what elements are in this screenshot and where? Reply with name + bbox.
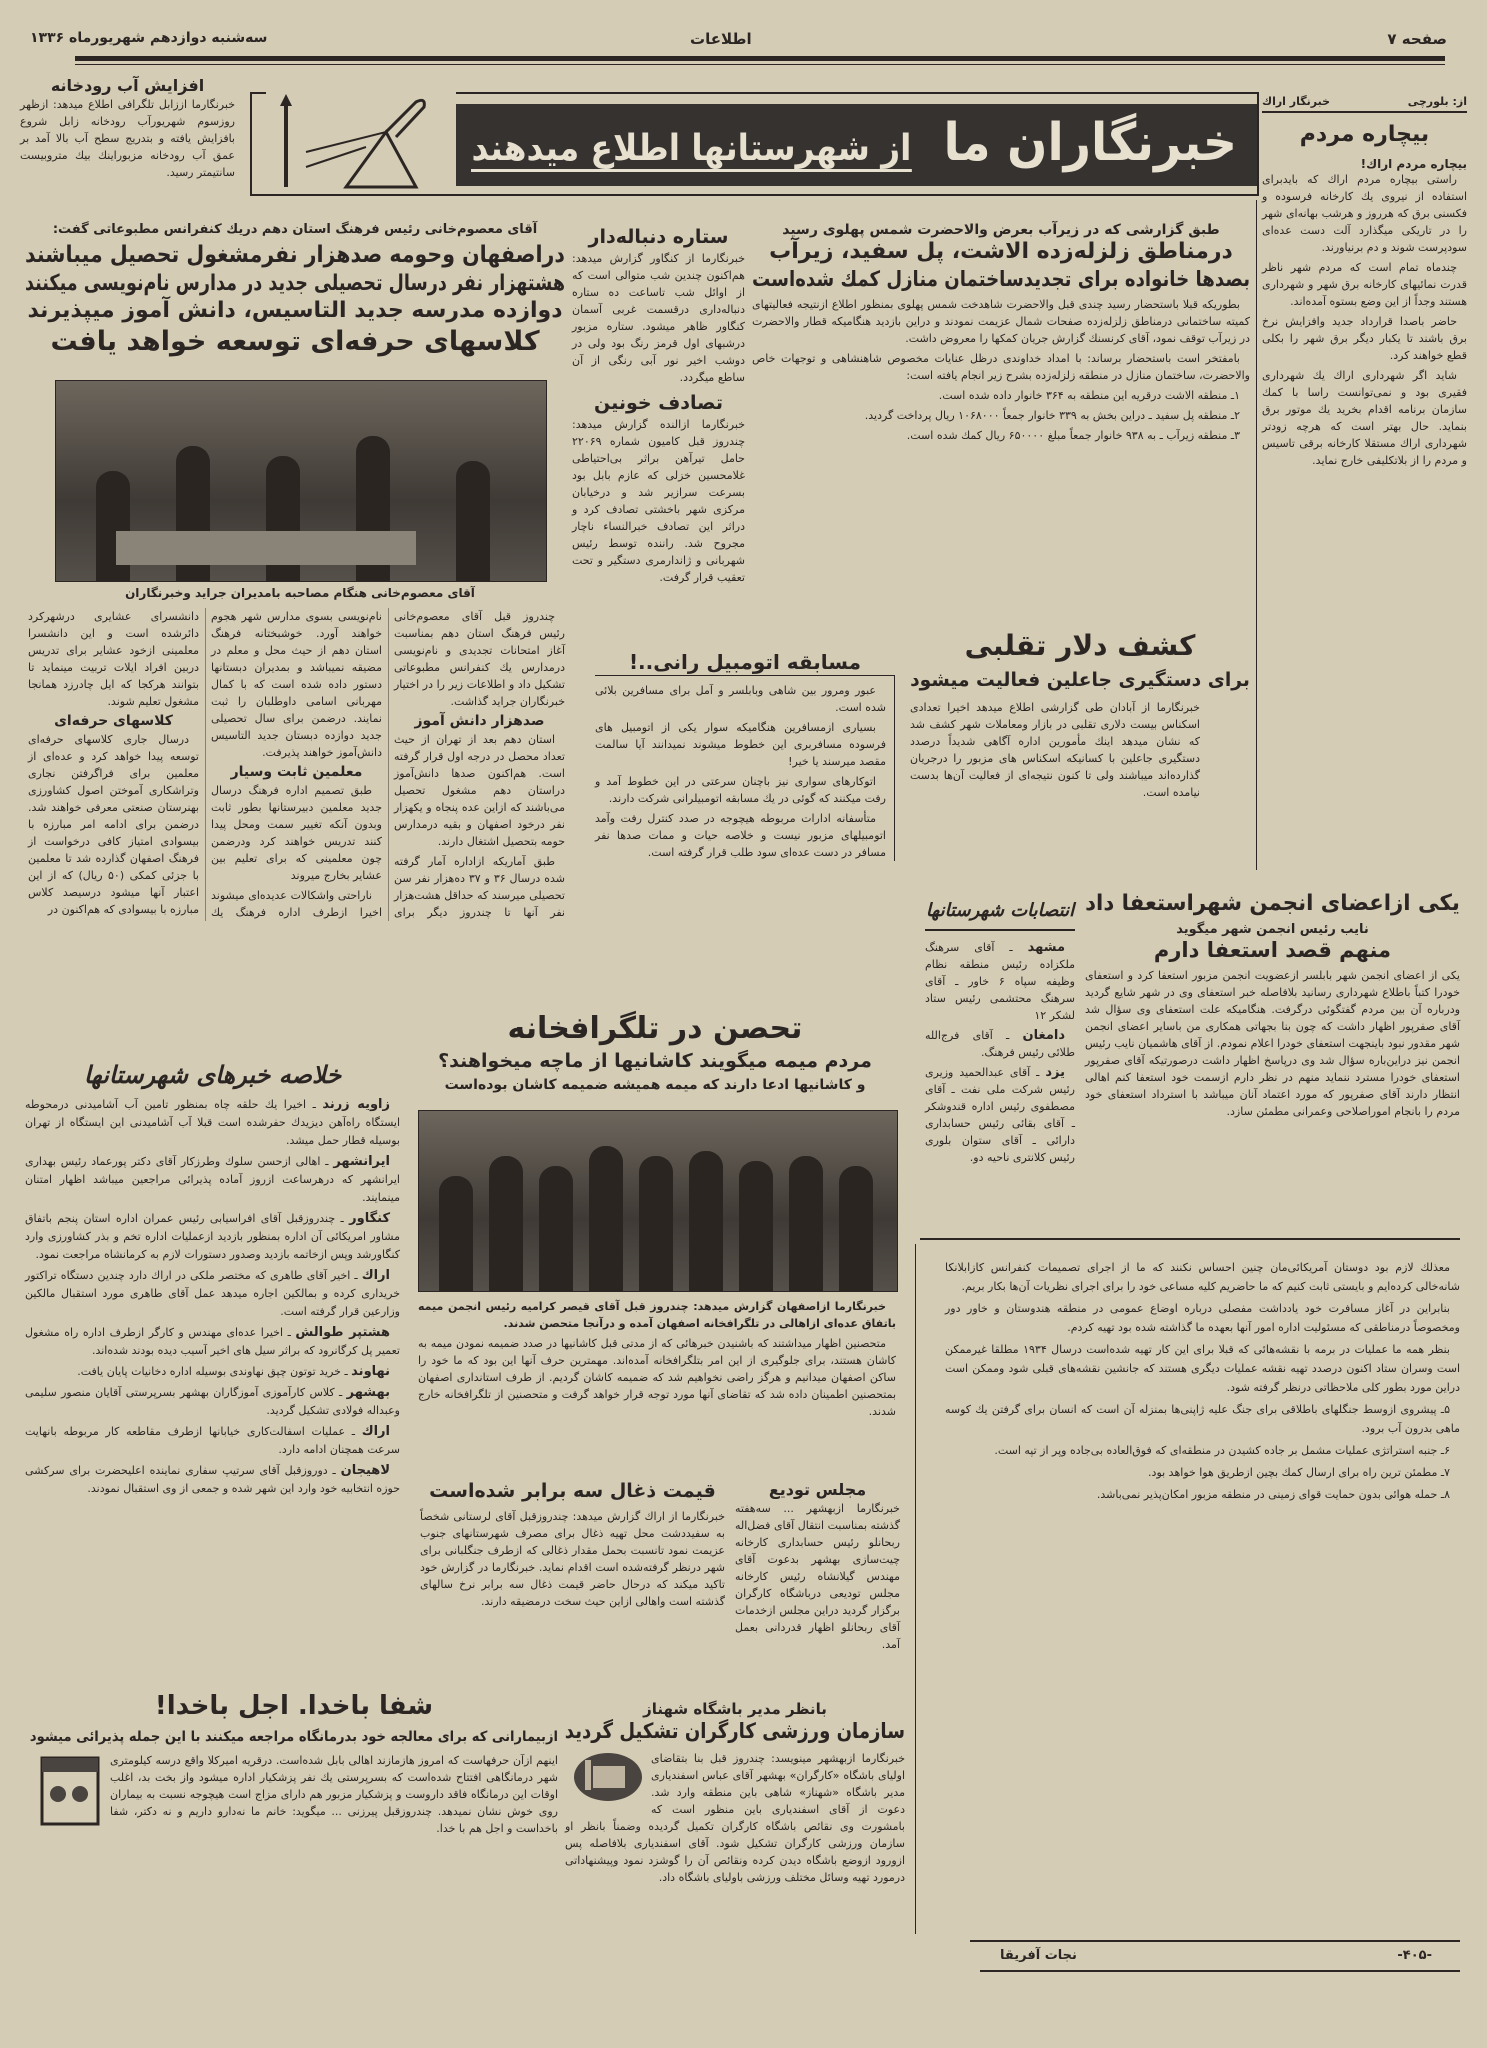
paragraph: ۲ـ منطقه پل سفید ـ دراین بخش به ۳۳۹ خانوار جمعاً ۱۰۶۸۰۰۰ ریال پرداخت گردید. xyxy=(864,408,1240,422)
article-subtitle: برای دستگیری جاعلین فعالیت میشود xyxy=(910,669,1250,691)
telegraph-icon xyxy=(266,92,456,192)
masthead-page: صفحه ۷ xyxy=(1387,30,1447,48)
article-body: خبرنگارما از آبادان طی گزارشی اطلاع میدهد اخیرا تعدادی اسکناس بیست دلاری تقلبی در بازار ومعاملات شهر کشف شد که نشان میدهد اینك مأمورین اداره آگاهی شدیداً درصدد دستگیری جاعلین با کسانیکه اسکناس های مزبور را درجریان گذارده‌اند میباشند ولی تا کنون نتیجه‌ای از فعالیت آن‌ها بدست نیامده است. xyxy=(910,700,1200,799)
paragraph: بطوریکه قبلا باستحضار رسید چندی قبل والاحضرت شاهدخت شمس پهلوی بمنظور اطلاع ازنتیجه فعالیتهای کمیته ساختمانی درمناطق زلزله‌زده صفحات شمال عزیمت نمودند و دراین بازدید هنگامیکه قطار والاحضرت در زیرآب توقف نمود، آقای کرنسنك گزارش جریان کمکها را معروض داشت. xyxy=(752,297,1250,345)
city-name: لاهیجان xyxy=(340,1463,391,1478)
article-body: اینهم ازآن حرفهاست که امروز هازمازند اهالی بابل شده‌است. درقریه امیرکلا واقع درسه کیلومتری شهر درمانگاهی افتتاح شده‌است که بسرپرستی یك نفر پزشکیار اداره میشود واز بخت بد، اغلب اوقات این درمانگاه فاقد داروست و پزشکیار مزبور هم دارای مزاج است هیچوجه نسبت به بیماران روی خوش نشان نمیدهد. چندروزقبل پیرزنی ... میگوید: خانم ما نه‌دارو داریم و نه دکتر، شفا باخداست و اجل هم با خدا. xyxy=(110,1754,558,1835)
article-comet xyxy=(572,226,745,586)
city-name: اراك xyxy=(361,1424,390,1439)
article-kicker: آقای معصوم‌خانی رئیس فرهنگ استان دهم دریك کنفرانس مطبوعاتی گفت: xyxy=(52,222,538,237)
banner-subtitle: از شهرستانها اطلاع میدهند xyxy=(471,128,911,172)
column-paragraph: شاید اگر شهرداری اراك یك شهرداری فقیری بود و نمی‌توانست راسا با کمك سازمان برنامه اقدام بخرید یك موتور برق بنماید. حال بهتر است که هرچه زودتر شهرداری اراك مستقلا کارخانه برقی تاسیس و مردم را از بلاتکلیفی خارج نماید. xyxy=(1262,368,1467,467)
section-banner xyxy=(250,92,1259,196)
city-name: هشتپر طوالش xyxy=(295,1325,391,1340)
article-council-resignation xyxy=(1085,890,1460,1120)
article-title: یکی ازاعضای انجمن شهراستعفا داد xyxy=(1085,891,1460,916)
column-divider xyxy=(915,1244,916,1934)
article-title: شفا باخدا. اجل باخدا! xyxy=(154,1691,434,1721)
clinic-illustration-icon xyxy=(40,1756,100,1826)
appointment-text: ـ آقای فرج‌الله طلائی رئیس فرهنگ. xyxy=(925,1028,1075,1059)
paragraph: بنظر همه ما عملیات در برمه با نقشه‌هائی که قبلا برای این کار تهیه شده‌است درسال ۱۹۳۴ مطلقا غیرممکن است وسران ستاد اکنون درصدد تهیه نقشه عملیات دیگری هستند که جانشین نقشه‌های قبلی شود وممکن است دراین مورد بطور کلی ملاحظاتی درنظر گرفته شود. xyxy=(945,1343,1460,1394)
paragraph: ۳ـ منطقه زیرآب ـ به ۹۳۸ خانوار جمعاً مبلغ ۶۵۰۰۰۰ ریال کمك شده است. xyxy=(906,428,1240,442)
city-name: دامغان xyxy=(1022,1027,1066,1043)
headline: درمناطق زلزله‌زده الاشت، پل سفید، زیرآب xyxy=(769,239,1233,264)
masthead-date: سه‌شنبه دوازدهم شهریورماه ۱۳۳۶ xyxy=(30,30,268,46)
subhead: صدهزار دانش آموز xyxy=(414,713,545,729)
column-poor-people xyxy=(1262,95,1467,472)
column-paragraph: راستی بیچاره مردم اراك که بایدبرای استفاده از نیروی یك کارخانه فرسوده و فکسنی برق که هرروز و هرشب بهانه‌ای شهر را در تاریکی میگذارد آلت دست عده‌ای سودپرست شوند و دم برنیاورند. xyxy=(1262,172,1467,254)
article-title: قیمت ذغال سه برابر شده‌است xyxy=(429,1480,716,1502)
city-name: یزد xyxy=(1045,1064,1065,1080)
article-body-accident: خبرنگارما ازالنده گزارش میدهد: چندروز قبل کامیون شماره ۲۲۰۶۹ حامل تیرآهن براثر بی‌احتیاطی غلامحسین خزلی که عازم بابل بود بسرعت سرازیر شد و درخیابان مرکزی شهر باخشتی تصادف کرد و دراثر این تصادف خبرالنساء ناچار مجروح شد. راننده توسط رئیس شهربانی و ژاندارمری دستگیر و تحت تعقیب قرار گرفت. xyxy=(572,417,745,584)
masthead-paper-name: اطلاعات xyxy=(690,30,752,48)
paragraph: ناراحتی واشکالات عدیده‌ای میشوند اخیرا ازطرف اداره فرهنگ یك دانشسرای عشایری درشهرکرد دائرشده است و این دانشسرا معلمینی ازخود عشایر برای تدریس دربین افراد ایلات تربیت مینماید تا بتوانند هرکجا که ایل چادرزد همانجا مشغول تعلیم شوند. xyxy=(28,610,382,919)
news-text: ـ اخیرا یك حلقه چاه بمنظور تامین آب آشامیدنی درمحوطه ایستگاه راه‌آهن دیزیدك حفرشده است قبلا آب آشامیدنی این ایستگاه از تهران بوسیله قطار حمل میشد. xyxy=(25,1098,400,1147)
banner-text-line xyxy=(471,110,1237,188)
photo-caption-box xyxy=(55,586,545,600)
paragraph: طبق تصمیم اداره فرهنگ درسال جدید معلمین دبیرستانها بطور ثابت وبدون آنکه تغییر سمت ومحل پیدا کنند تدریس خواهند کرد ودرضمن چون معلمینی که برای تعلیم بین عشایر بخارج میروند xyxy=(211,783,382,882)
article-river-rise xyxy=(20,76,235,181)
city-name: ایرانشهر xyxy=(333,1154,390,1169)
news-text: ـ دوروزقبل آقای سرتیپ سفاری نماینده اعلیحضرت برای سرکشی حوزه انتخابیه خود وارد این شهر شده و جمعی از وی استقبال نمودند. xyxy=(25,1464,400,1495)
photo-caption: آقای معصوم‌خانی هنگام مصاحبه بامدیران جراید وخبرنگاران xyxy=(125,586,475,600)
column-author: از: بلورچی xyxy=(1407,95,1467,108)
article-car-race xyxy=(595,650,895,864)
article-coal-price xyxy=(420,1480,725,1610)
masthead-rule xyxy=(75,56,1445,61)
column-title: بیچاره مردم xyxy=(1299,122,1430,147)
article-appointments xyxy=(925,900,1075,1169)
article-body: خبرنگارما از اراك گزارش میدهد: چندروزقبل آقای لرستانی شخصاً به سفیددشت محل تهیه ذغال برای مصرف شهرستانهای جنوب عزیمت نمود تانسبت بحمل مقدار ذغالی که ازطرف جنگلبانی برای شهر درنظر گرفته‌شده است اقدام نماید. خبرنگارما در گزارش خود تاکید میکند که درحال حاضر قیمت ذغال سه برابر نرخ سالهای گذشته است واهالی ازاین حیث سخت درمضیقه دارند. xyxy=(420,1509,725,1608)
headline: بصدها خانواده برای تجدیدساختمان منازل کمك شده‌است xyxy=(751,266,1250,291)
paragraph: معذلك لازم بود دوستان آمریکائی‌مان چنین احساس نکنند که ما از اجرای تصمیمات کنفرانس کازابلانکا شانه‌خالی کرده‌ایم و بایستی ثابت کنیم که ما حاضریم کلیه مساعی خود را برای اجرای نظریات آن‌ها بکار بریم. xyxy=(945,1261,1460,1293)
club-building-icon xyxy=(573,1752,643,1802)
section-title: خلاصه خبرهای شهرستانها xyxy=(83,1061,342,1089)
article-body: خبرنگارما از کنگاور گزارش میدهد: هم‌اکنون چندین شب متوالی است که از اوائل شب تاساعت ده ستاره دنباله‌داری درقسمت غربی آسمان کنگاور ظاهر میشود. ستاره مزبور درشبهای اول قرمز رنگ بود ولی در دوشب اخیر نور آبی رنگی از آن ساطع میگردد. xyxy=(572,251,745,384)
article-subtitle: ازبیمارانی که برای معالجه خود بدرمانگاه مراجعه میکنند با این جمله پذیرائی میشود xyxy=(29,1728,559,1745)
article-title: تحصن در تلگرافخانه xyxy=(507,1011,803,1046)
article-war-memoir xyxy=(945,1258,1460,1507)
article-counterfeit-dollar xyxy=(910,628,1250,801)
photo-press-conference xyxy=(55,380,547,582)
article-title: مجلس تودیع xyxy=(768,1480,867,1499)
paragraph: اتوکارهای سواری نیز باچنان سرعتی در این خطوط آمد و رفت میکنند که گوئی در یك مسابقه اتومبیلرانی شرکت دارند. xyxy=(595,775,886,805)
column-paragraph: چندماه تمام است که مردم شهر ناظر قدرت نمائیهای کارخانه برق شهر و شهرداری هستند وجداً از این وضع بستوه آمده‌اند. xyxy=(1262,260,1467,308)
article-subtitle: مردم میمه میگویند کاشانیها از ماچه میخواهند؟ xyxy=(438,1049,872,1072)
banner-title: خبرنگاران ما xyxy=(943,113,1237,173)
article-title-accident: تصادف خونین xyxy=(593,391,724,414)
photo-sit-in-group xyxy=(418,1110,898,1292)
paragraph: ۶ـ جنبه استراتژی عملیات مشمل بر جاده کشیدن در منطقه‌ای که فوق‌العاده بی‌جاده وپر از تپه است. xyxy=(994,1444,1450,1457)
column-label: خبرنگار اراك xyxy=(1262,95,1331,108)
article-title: ستاره دنباله‌دار xyxy=(588,226,729,248)
subhead: کلاسهای حرفه‌ای xyxy=(54,713,173,729)
footer-rule xyxy=(970,1940,1460,1942)
paragraph: چندروز قبل آقای معصوم‌خانی رئیس فرهنگ استان دهم بمناسبت آغاز امتحانات تجدیدی و نام‌نویسی درمدارس یك کنفرانس مطبوعاتی تشکیل داد و اطلاعات زیر را در اختیار خبرنگاران جراید گذاشت. xyxy=(394,610,565,708)
footer-serial-title: نجات آفریقا xyxy=(1000,1948,1077,1963)
headline: دوازده مدرسه جدید التاسیس، دانش آموز میپذیرند xyxy=(27,298,563,324)
column-lead: بیچاره مردم اراك! xyxy=(1360,156,1467,171)
article-title: مسابقه اتومبیل رانی..! xyxy=(628,650,862,674)
article-farewell xyxy=(735,1480,900,1653)
paragraph: عبور ومرور بین شاهی وبابلسر و آمل برای مسافرین بلائی شده است. xyxy=(595,684,886,714)
masthead-rule-thin xyxy=(75,64,1445,65)
paragraph: بسیاری ازمسافرین هنگامیکه سوار یکی از اتومبیل های فرسوده مسافربری این خطوط میشوند نمیدانند آیا سالمت مقصد میرسند یا خیر! xyxy=(595,721,886,768)
paragraph: بنابراین در آغاز مسافرت خود یادداشت مفصلی درباره اوضاع عمومی در منطقه هندوستان و خاور دور ومخصوصاً درمناطقی که مسئولیت اداره امور آنها بعهده ما گذاشته شده بود تهیه کردم. xyxy=(945,1302,1460,1334)
news-text: ـ خرید توتون چپق نهاوندی بوسیله اداره دخانیات پایان یافت. xyxy=(77,1365,348,1378)
city-name: زاویه زرند xyxy=(322,1097,390,1112)
paragraph: ۱ـ منطقه الاشت درقریه این منطقه به ۳۶۴ خانوار داده شده است. xyxy=(938,388,1240,402)
city-name: مشهد xyxy=(1027,939,1066,955)
paragraph: متحصنین اظهار میداشتند که باشنیدن خبرهائی که از مدتی قبل کاشانیها در صدد ضمیمه نمودن میمه به کاشان هستند، برای جلوگیری از این امر بتلگرافخانه آمده‌اند. مهمترین حرف آنها این بود که ما خود را ساکن اصفهان میدانیم و هرگز راضی نخواهیم شد که ضمیمه کاشان گردیم. از طرف استانداری اصفهان بمتحصنین اطمینان داده شد که تقاضای آنها مورد توجه قرار خواهد گرفت و متحصنین از تلگرافخانه خارج شدند. xyxy=(418,1337,896,1418)
paragraph: ۸ـ حمله هوائی بدون حمایت قوای زمینی در منطقه مزبور امکان‌پذیر نمی‌باشد. xyxy=(1096,1488,1450,1501)
subhead: معلمین ثابت وسیار xyxy=(230,764,363,780)
section-divider xyxy=(920,1238,1460,1240)
article-body: خبرنگارما اززابل تلگرافی اطلاع میدهد: ازظهر روزسوم شهریورآب رودخانه زابل شروع بافزایش یافته و بتدریج سطح آب بالا آمد بر عمق آب رودخانه مزبوراینك بیك متروبیست سانتیمتر رسید. xyxy=(20,98,235,179)
column-paragraph: حاضر باصدا قرارداد جدید وافزایش نرخ برق باشند تا یکبار دیگر برق شهر را بکلی قطع خواهند کرد. xyxy=(1262,314,1467,362)
photo-caption: خبرنگارما ازاصفهان گزارش میدهد: چندروز قبل آقای قیصر کرامیه رئیس انجمن میمه باتفاق عده‌ای ازاهالی در تلگرافخانه اصفهان آمده و درآنجا متحصن شدند. xyxy=(418,1300,896,1330)
article-body: یکی از اعضای انجمن شهر بابلسر ازعضویت انجمن مزبور استعفا کرد و استعفای خودرا کتباً باطلاع شهرداری رسانید بلافاصله خبر استعفای وی در شهر شایع گردید ودرباره آن بین مردم گفتگوئی درگرفت. هنگامیکه علت استعفای وی سؤال شد آقای صفرپور اظهار داشت که چون بنا بجهاتی همکاری من باسایر اعضای انجمن شهر مقدور نبود باینجهت استعفای خودرا اعلام نمودم. از آقای هاشمیان نایب رئیس انجمن نیز دراین‌باره سؤال شد وی درپاسخ اظهار داشت درصورتیکه آقای صفرپور استعفای خودرا مسترد ننماید منهم در نظر دارم ازسمت خود استعفا کنم اهالی انتظار دارند آقای صفرپور که مورد اعتماد آنان میباشد با استرداد استعفای خود مردم را بانجام اموراصلاحی وعمرانی مطمئن سازد. xyxy=(1085,968,1460,1118)
footer-rule xyxy=(980,1970,1460,1972)
article-kicker: و کاشانیها ادعا دارند که میمه همیشه ضمیمه کاشان بوده‌است xyxy=(444,1077,866,1094)
appointment-text: ـ آقای سرهنگ ملکزاده رئیس منطقه نظام وظیفه سپاه ۶ خاور ـ آقای سرهنگ محتشمی رئیس ستاد لشکر ۱۲ xyxy=(925,940,1075,1022)
education-body-columns xyxy=(28,608,565,921)
paragraph: درسال جاری کلاسهای حرفه‌ای توسعه پیدا خواهد کرد و عده‌ای از معلمین برای فراگرفتن نجاری وتراشکاری آموختن اصول کشاورزی بهنرستان صنعتی معرفی خواهند شد. درضمن برای ادامه امر مبارزه با بیسوادی امتیاز کافی درخواست از فرهنگ اصفهان گذارده شد تا معلمین با جزئی کمکی (۵۰ ریال) که از این اعتبار آنها میشود درسیصد کلاس مبارزه با بیسوادی که هم‌اکنون در xyxy=(28,732,199,916)
news-text: ـ چندروزقبل آقای افراسیابی رئیس عمران اداره استان پنجم باتفاق مشاور امریکائی آن اداره بمنظور بازدید ازعملیات اداره تخم و بذر کشاورزی وارد کنگاورشد وپس ازخاتمه بازدید وصدور دستورات لازم به کرمانشاه مراجعت نمود. xyxy=(25,1212,400,1261)
article-title: افزایش آب رودخانه xyxy=(50,76,205,95)
article-body xyxy=(418,1298,896,1423)
article-education xyxy=(25,222,565,359)
footer-page-number: -۴۰۵- xyxy=(1397,1948,1432,1963)
paragraph: متأسفانه ادارات مربوطه هیچوجه در صدد کنترل رفت وآمد اتومبیلهای مزبور نیست و خلاصه حیات و ممات صدها نفر مسافر در دست عده‌ای سود طلب قرار گرفته است. xyxy=(595,812,886,859)
article-sit-in xyxy=(410,1010,900,1093)
news-text: ـ اخیرا عده‌ای مهندس و کارگر ازطرف اداره راه مشغول تعمیر پل کرگانرود که براثر سیل های اخیر آسیب دیده بودند شده‌اند. xyxy=(25,1326,400,1357)
article-hospital xyxy=(30,1690,558,1837)
news-text: ـ اخیر آقای طاهری که مختصر ملکی در اراك دارد چندین دستگاه تراکتور خریداری کرده و بمالکین اجاره میدهد عمل آقای طاهری مورد استقبال مالکین وزارعین قرار گرفته است. xyxy=(25,1269,400,1318)
article-body: خبرنگارما ازبهشهر ... سه‌هفته گذشته بمناسبت انتقال آقای فضل‌اله ربحانلو رئیس حسابداری کارخانه چیت‌سازی بهشهر بدعوت آقای مهندس گیلانشاه رئیس کارخانه مجلس تودیعی درباشگاه کارگران برگزار گردید دراین مجلس ازخدمات آقای ربحانلو اظهار قدردانی بعمل آمد. xyxy=(735,1502,900,1651)
article-title: سازمان ورزشی کارگران تشکیل گردید xyxy=(564,1719,905,1743)
article-earthquake-aid xyxy=(752,222,1250,447)
article-city-news-summary xyxy=(25,1060,400,1501)
city-name: اراك xyxy=(361,1268,390,1283)
article-subtitle: منهم قصد استعفا دارم xyxy=(1153,937,1392,962)
article-sports-organization xyxy=(565,1700,905,1886)
city-name: کنگاور xyxy=(349,1211,390,1226)
headline: کلاسهای حرفه‌ای توسعه خواهد یافت xyxy=(50,325,540,357)
paragraph: ۷ـ مطمئن ترین راه برای ارسال کمك بچین ازطریق هوا خواهد بود. xyxy=(1148,1466,1450,1479)
headline: هشتهزار نفر درسال تحصیلی جدید در مدارس نام‌نویسی میکنند xyxy=(24,270,565,296)
article-kicker: طبق گزارشی که در زیرآب بعرض والاحضرت شمس پهلوی رسید xyxy=(782,222,1220,238)
headline: دراصفهان وحومه صدهزار نفرمشغول تحصیل میباشند xyxy=(25,242,565,268)
paragraph: بامفتخر است باستحضار برساند: با امداد خداوندی درظل عنایات مخصوص شاهنشاهی و توجهات خاص والاحضرت، ساختمان منازل در منطقه زلزله‌زده بشرح زیر انجام یافته است: xyxy=(752,351,1250,382)
news-text: ـ کلاس کارآموزی آموزگاران بهشهر بسرپرستی آقایان منصور سلیمی وعبداله فولادی تشکیل گردید. xyxy=(25,1386,400,1417)
city-name: بهشهر xyxy=(346,1385,391,1400)
paragraph: طبق آماریکه ازاداره آمار گرفته شده درسال ۳۶ و ۳۷ ده‌هزار نفر سن تحصیلی میرسند که حداقل هشت‌هزار نفر آنها تا چندروز دیگر برای نام‌نویسی بسوی مدارس شهر هجوم خواهند آورد. خوشبختانه فرهنگ استان دهم از حیث محل و معلم در مضیقه نمیباشد و بمدیران دبستانها دستور داده شده است که با کمال مهربانی اسامی داوطلبان را ثبت نمایند. درضمن برای سال تحصیلی جدید دوازده دبستان جدید التاسیس دانش‌آموز خواهند پذیرفت. xyxy=(211,610,565,919)
paragraph: استان دهم بعد از تهران از حیث تعداد محصل در درجه اول قرار گرفته است. هم‌اکنون صدها دانش‌آموز دراستان دهم مشغول تحصیل می‌باشند که ازاین عده پنجاه و یکهزار نفر درخود اصفهان و بقیه درمدارس حومه بتحصیل اشتغال دارند. xyxy=(394,732,565,848)
article-title: کشف دلار تقلبی xyxy=(964,629,1196,662)
column-divider xyxy=(1256,200,1257,870)
city-name: نهاوند xyxy=(351,1364,390,1379)
news-text: ـ اهالی ازحسن سلوك وطرزکار آقای دکتر پورعماد رئیس بهداری ایرانشهر که درهرساعت ازروز آماده پذیرائی مراجعین میباشد اظهار امتنان مینمایند. xyxy=(25,1155,400,1204)
news-text: ـ عملیات اسفالت‌کاری خیابانها ازطرف مقاطعه کار مربوطه بانهایت سرعت همچنان ادامه دارد. xyxy=(25,1425,400,1456)
paragraph: ۵ـ پیشروی ازوسط جنگلهای باطلاقی برای جنگ علیه ژاپنی‌ها بمنزله آن است که انسان برای گرفتن یك کوسه ماهی بدرون آب برود. xyxy=(945,1403,1460,1435)
article-kicker: بانظر مدیر باشگاه شهناز xyxy=(643,1700,827,1718)
section-logo: انتصابات شهرستانها xyxy=(925,900,1075,931)
article-body: خبرنگارما ازبهشهر مینویسد: چندروز قبل بنا بتقاضای اولیای باشگاه «کارگران» بهشهر آقای عباس اسفندیاری مدیر باشگاه «شهناز» شاهی باین منطقه وارد شد. دعوت از آقای اسفندیاری باین منظور است که بامشورت وی نقائص باشگاه کارگران تکمیل گردیده وضمناً بانظر او سازمان ورزشی کارگران تشکیل شود. آقای اسفندیاری بلافاصله پس ازورود ازوضع باشگاه دیدن کرده ونقائص آن را گوشزد نمود وپیشنهاداتی درمورد تهیه وسائل مختلف ورزشی باولیای باشگاه داد. xyxy=(565,1752,905,1885)
appointment-text: ـ آقای عبدالحمید وزیری رئیس شرکت ملی نفت ـ آقای مصطفوی رئیس اداره قندوشکر ـ آقای بقائی رئیس حسابداری دارائی ـ آقای ستوان بلوری رئیس کلانتری ناحیه دو. xyxy=(925,1065,1075,1164)
article-kicker: نایب رئیس انجمن شهر میگوید xyxy=(1176,921,1369,937)
